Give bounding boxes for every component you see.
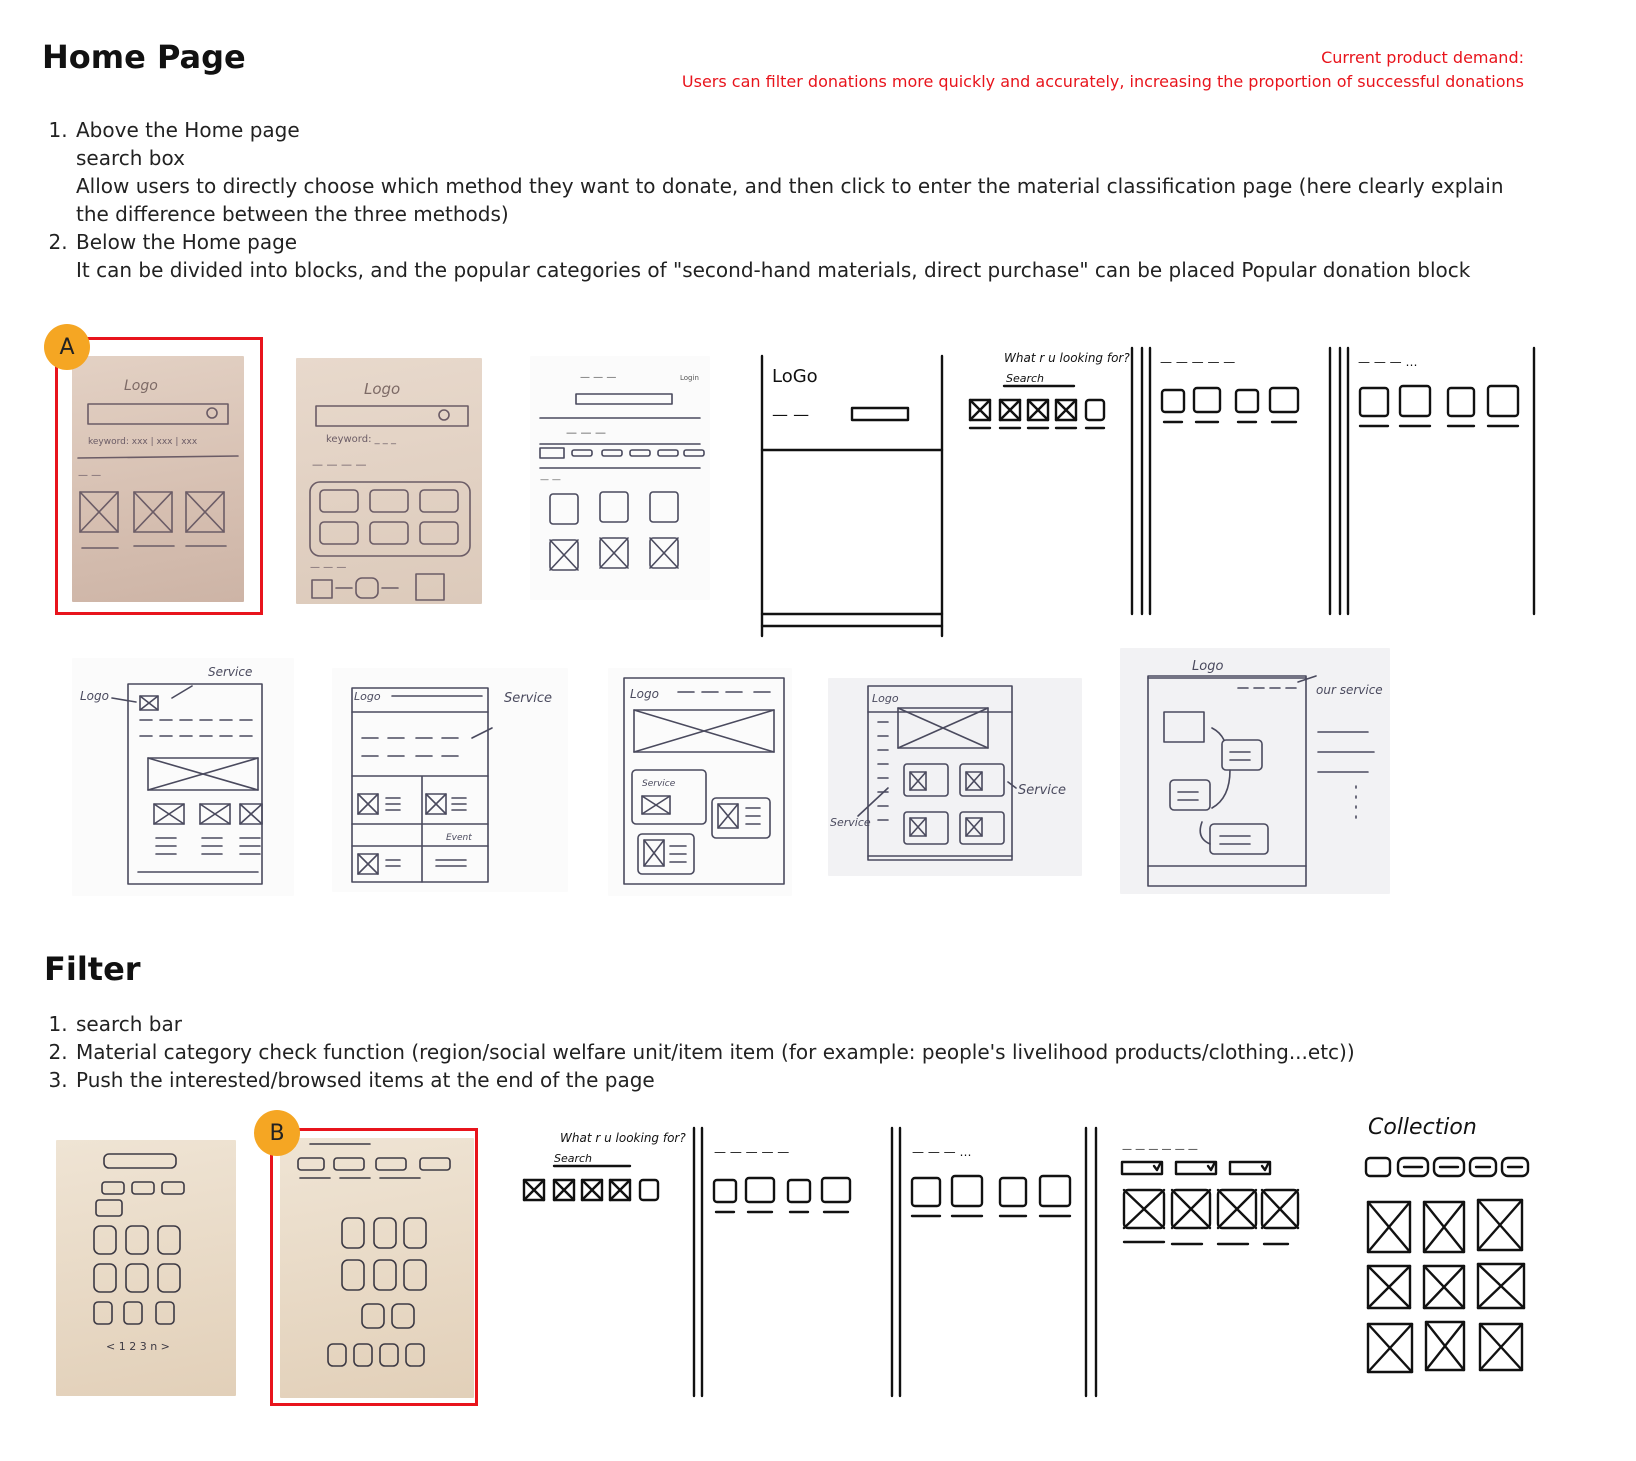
filter-sketch-1-photo bbox=[56, 1140, 236, 1396]
svg-text:— — — — —: — — — — — bbox=[1160, 355, 1236, 369]
svg-text:Logo: Logo bbox=[1192, 659, 1224, 674]
sketch-keyword-text: keyword: xxx | xxx | xxx bbox=[88, 437, 198, 447]
svg-text:Service: Service bbox=[642, 779, 676, 789]
svg-text:— — — — — —: — — — — — — bbox=[1122, 1144, 1198, 1155]
sketch-3-scan bbox=[530, 356, 710, 600]
sketch-8-scan bbox=[72, 658, 294, 896]
sketch-2-photo bbox=[296, 358, 482, 604]
svg-text:Search: Search bbox=[554, 1152, 593, 1165]
home-page-title: Home Page bbox=[42, 38, 246, 76]
filter-note-3: 3. Push the interested/browsed items at the end of the page bbox=[74, 1066, 1542, 1094]
badge-b: B bbox=[254, 1110, 300, 1156]
sketch-5-digital bbox=[964, 344, 1136, 616]
filter-title: Filter bbox=[44, 950, 141, 988]
sketch-9-scan bbox=[332, 668, 568, 892]
svg-text:— — — —: — — — — bbox=[312, 458, 367, 471]
sketch-10-scan bbox=[608, 668, 792, 896]
home-note-1: 1. Above the Home page search box Allow users to directly choose which method they want to donate, and then click to enter the material classification page (here clearly explain the difference between the three methods) bbox=[74, 116, 1542, 228]
sketch-logo-text: Logo bbox=[124, 378, 158, 394]
demand-label: Current product demand: bbox=[1321, 48, 1524, 67]
svg-text:Logo: Logo bbox=[630, 687, 659, 701]
pager-text: < 1 2 3 n > bbox=[106, 1340, 170, 1353]
svg-text:Service: Service bbox=[208, 665, 253, 679]
filter-sketch-list-1 bbox=[692, 1124, 888, 1400]
demand-text: Users can filter donations more quickly and accurately, increasing the proportion of successful donations bbox=[681, 72, 1524, 91]
svg-text:Service: Service bbox=[830, 816, 871, 829]
svg-text:Search: Search bbox=[1006, 372, 1045, 385]
svg-text:keyword: _ _ _: keyword: _ _ _ bbox=[326, 434, 396, 445]
highlight-frame-a bbox=[55, 337, 263, 615]
svg-text:What r u looking for?: What r u looking for? bbox=[560, 1131, 686, 1145]
filter-sketch-category bbox=[1094, 1124, 1322, 1400]
svg-text:— —: — — bbox=[540, 475, 561, 485]
svg-text:What r u looking for?: What r u looking for? bbox=[1004, 351, 1130, 365]
svg-text:Logo: Logo bbox=[364, 380, 401, 398]
filter-sketch-search bbox=[520, 1124, 692, 1210]
svg-text:Logo: Logo bbox=[80, 689, 109, 703]
svg-text:LoGo: LoGo bbox=[772, 366, 818, 387]
svg-text:Service: Service bbox=[1018, 783, 1067, 798]
svg-text:Login: Login bbox=[680, 374, 699, 382]
sketch-7-digital bbox=[1338, 344, 1538, 616]
svg-text:— — —: — — — bbox=[310, 562, 347, 573]
highlight-frame-b bbox=[270, 1128, 478, 1406]
filter-sketch-list-2 bbox=[890, 1124, 1090, 1400]
filter-note-2: 2. Material category check function (region/social welfare unit/item item (for example: people's livelihood products/clothing...etc)) bbox=[74, 1038, 1542, 1066]
svg-text:— — —: — — — bbox=[566, 426, 606, 439]
svg-text:— — — …: — — — … bbox=[1358, 355, 1418, 369]
home-notes bbox=[42, 116, 1542, 284]
svg-text:— — — — —: — — — — — bbox=[714, 1145, 790, 1159]
product-demand bbox=[682, 46, 1524, 94]
sketch-6-digital bbox=[1140, 344, 1336, 616]
svg-text:— —: — — bbox=[772, 405, 810, 424]
filter-sketch-collection bbox=[1352, 1106, 1544, 1398]
svg-text:Service: Service bbox=[504, 691, 553, 706]
collection-label: Collection bbox=[1368, 1115, 1477, 1140]
svg-text:Logo: Logo bbox=[354, 690, 381, 703]
filter-note-1: 1. search bar bbox=[74, 1010, 1542, 1038]
filter-notes bbox=[42, 1010, 1542, 1094]
sketch-11-scan bbox=[828, 678, 1082, 876]
svg-text:— — — …: — — — … bbox=[912, 1145, 972, 1159]
svg-text:— —: — — bbox=[78, 470, 102, 481]
home-note-2: 2. Below the Home page It can be divided into blocks, and the popular categories of "second-hand materials, direct purchase" can be placed Popular donation block bbox=[74, 228, 1542, 284]
svg-text:— — —: — — — bbox=[580, 372, 617, 383]
badge-a: A bbox=[44, 324, 90, 370]
sketch-4-digital bbox=[760, 352, 944, 638]
svg-text:Event: Event bbox=[446, 833, 472, 843]
svg-text:our service: our service bbox=[1316, 683, 1383, 697]
svg-text:Logo: Logo bbox=[872, 692, 899, 705]
sketch-12-scan bbox=[1120, 648, 1390, 894]
